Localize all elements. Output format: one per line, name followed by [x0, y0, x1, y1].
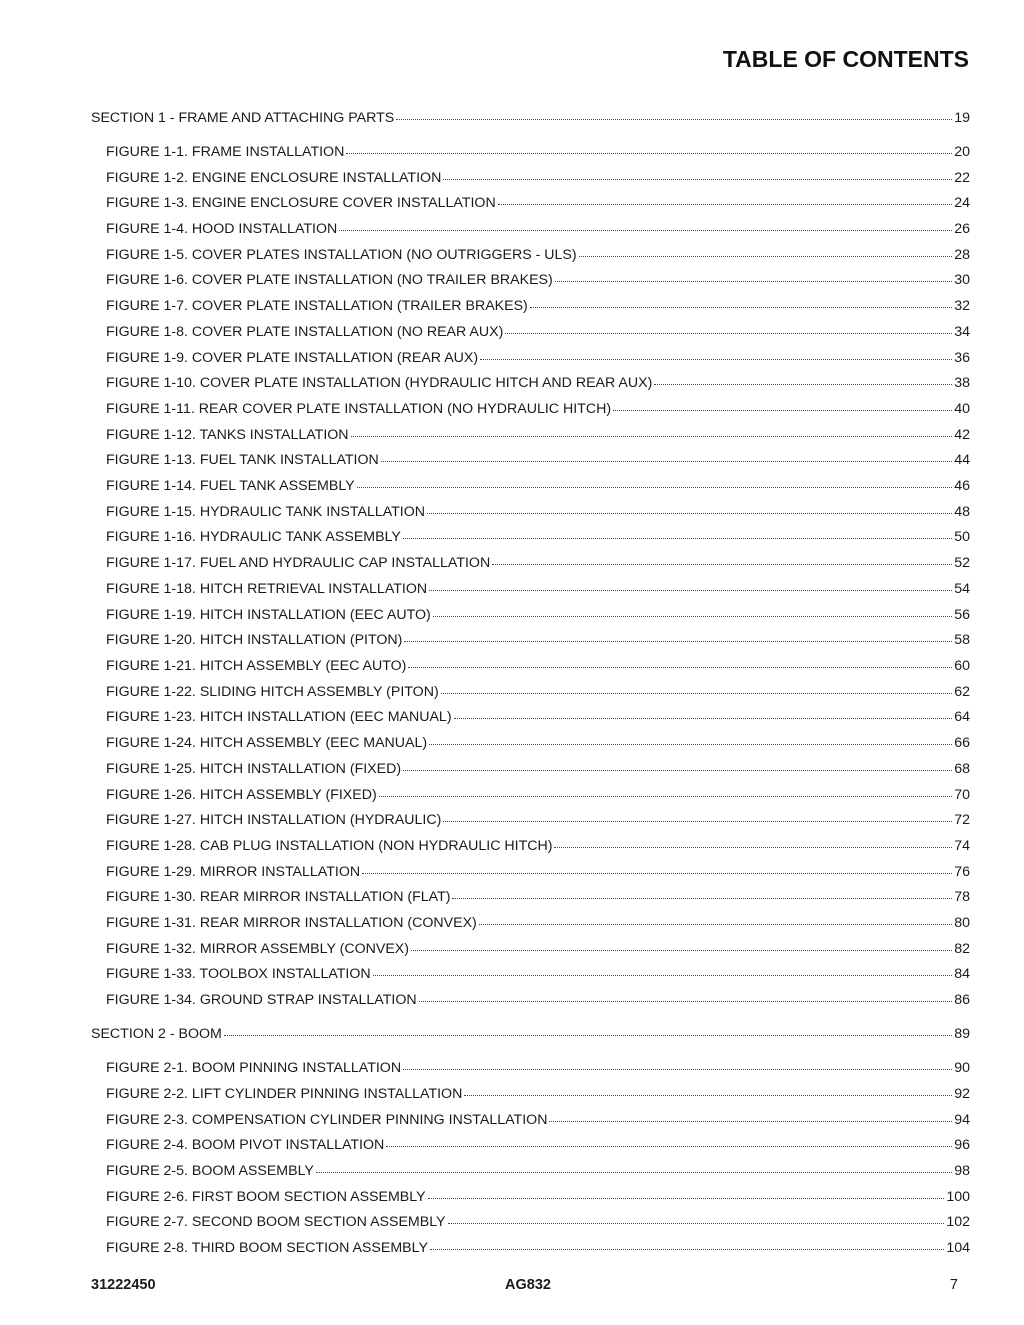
dot-leader — [448, 1212, 945, 1226]
toc-entry-label: SECTION 1 - FRAME AND ATTACHING PARTS — [91, 110, 395, 126]
toc-entry-page: 34 — [954, 324, 970, 340]
toc-figure-entry[interactable] — [106, 219, 970, 238]
toc-entry-page: 76 — [954, 864, 970, 880]
dot-leader — [429, 733, 952, 747]
toc-figure-entry[interactable] — [106, 1161, 970, 1180]
toc-entry-page: 102 — [946, 1214, 970, 1230]
toc-entry-label: FIGURE 1-5. COVER PLATES INSTALLATION (NO OUTRIGGERS - ULS) — [106, 247, 577, 263]
toc-figure-entry[interactable] — [106, 1135, 970, 1154]
toc-entry-page: 78 — [954, 889, 970, 905]
dot-leader — [480, 348, 952, 362]
toc-entry-label: FIGURE 1-3. ENGINE ENCLOSURE COVER INSTALLATION — [106, 195, 496, 211]
toc-entry-page: 56 — [954, 607, 970, 623]
toc-entry-page: 74 — [954, 838, 970, 854]
toc-figure-entry[interactable] — [106, 605, 970, 624]
toc-entry-page: 46 — [954, 478, 970, 494]
dot-leader — [316, 1161, 952, 1175]
toc-figure-entry[interactable] — [106, 373, 970, 392]
toc-entry-label: FIGURE 2-4. BOOM PIVOT INSTALLATION — [106, 1137, 385, 1153]
toc-figure-entry[interactable] — [106, 785, 970, 804]
toc-figure-entry[interactable] — [106, 964, 970, 983]
footer-page-number: 7 — [949, 1277, 958, 1293]
dot-leader — [555, 270, 952, 284]
toc-entry-page: 50 — [954, 529, 970, 545]
toc-entry-page: 32 — [954, 298, 970, 314]
dot-leader — [554, 836, 952, 850]
dot-leader — [443, 168, 952, 182]
dot-leader — [411, 939, 952, 953]
dot-leader — [443, 810, 952, 824]
dot-leader — [386, 1135, 952, 1149]
toc-figure-entry[interactable] — [106, 1058, 970, 1077]
toc-entry-label: FIGURE 1-26. HITCH ASSEMBLY (FIXED) — [106, 787, 377, 803]
toc-entry-label: FIGURE 1-21. HITCH ASSEMBLY (EEC AUTO) — [106, 658, 407, 674]
toc-figure-entry[interactable] — [106, 425, 970, 444]
toc-entry-page: 54 — [954, 581, 970, 597]
toc-entry-page: 52 — [954, 555, 970, 571]
dot-leader — [381, 450, 952, 464]
toc-entry-label: FIGURE 1-34. GROUND STRAP INSTALLATION — [106, 992, 417, 1008]
toc-figure-entry[interactable] — [106, 193, 970, 212]
toc-entry-page: 90 — [954, 1060, 970, 1076]
dot-leader — [403, 527, 952, 541]
toc-entry-page: 36 — [954, 350, 970, 366]
toc-entry-label: FIGURE 1-10. COVER PLATE INSTALLATION (HYDRAULIC HITCH AND REAR AUX) — [106, 375, 653, 391]
toc-entry-page: 94 — [954, 1112, 970, 1128]
toc-entry-label: FIGURE 1-2. ENGINE ENCLOSURE INSTALLATION — [106, 170, 442, 186]
toc-entry-label: FIGURE 2-5. BOOM ASSEMBLY — [106, 1163, 314, 1179]
toc-entry-label: FIGURE 1-17. FUEL AND HYDRAULIC CAP INSTALLATION — [106, 555, 491, 571]
toc-entry-page: 19 — [954, 110, 970, 126]
toc-entry-page: 70 — [954, 787, 970, 803]
toc-entry-label: FIGURE 1-15. HYDRAULIC TANK INSTALLATION — [106, 504, 426, 520]
toc-entry-label: SECTION 2 - BOOM — [91, 1026, 222, 1042]
toc-entry-label: FIGURE 1-24. HITCH ASSEMBLY (EEC MANUAL) — [106, 735, 428, 751]
toc-entry-page: 89 — [954, 1026, 970, 1042]
toc-entry-label: FIGURE 2-8. THIRD BOOM SECTION ASSEMBLY — [106, 1240, 428, 1256]
toc-entry-page: 44 — [954, 452, 970, 468]
toc-figure-entry[interactable] — [106, 1187, 970, 1206]
dot-leader — [408, 656, 952, 670]
toc-entry-label: FIGURE 1-18. HITCH RETRIEVAL INSTALLATION — [106, 581, 428, 597]
toc-figure-entry[interactable] — [106, 476, 970, 495]
dot-leader — [579, 245, 953, 259]
toc-entry-label: FIGURE 2-2. LIFT CYLINDER PINNING INSTALLATION — [106, 1086, 463, 1102]
toc-entry-label: FIGURE 1-25. HITCH INSTALLATION (FIXED) — [106, 761, 402, 777]
toc-figure-entry[interactable] — [106, 1238, 970, 1257]
toc-entry-label: FIGURE 1-33. TOOLBOX INSTALLATION — [106, 966, 371, 982]
toc-figure-entry[interactable] — [106, 322, 970, 341]
toc-figure-entry[interactable] — [106, 913, 970, 932]
toc-figure-entry[interactable] — [106, 836, 970, 855]
toc-figure-entry[interactable] — [106, 348, 970, 367]
toc-figure-entry[interactable] — [106, 990, 970, 1009]
toc-figure-entry[interactable] — [106, 527, 970, 546]
toc-figure-entry[interactable] — [106, 939, 970, 958]
toc-figure-entry[interactable] — [106, 142, 970, 161]
toc-entry-page: 22 — [954, 170, 970, 186]
toc-entry-page: 38 — [954, 375, 970, 391]
toc-entry-page: 92 — [954, 1086, 970, 1102]
toc-entry-page: 104 — [946, 1240, 970, 1256]
toc-entry-page: 48 — [954, 504, 970, 520]
toc-section-entry[interactable] — [91, 108, 970, 127]
dot-leader — [454, 707, 953, 721]
toc-entry-page: 58 — [954, 632, 970, 648]
toc-figure-entry[interactable] — [106, 759, 970, 778]
toc-entry-label: FIGURE 1-28. CAB PLUG INSTALLATION (NON HYDRAULIC HITCH) — [106, 838, 553, 854]
dot-leader — [433, 605, 952, 619]
dot-leader — [396, 108, 952, 122]
dot-leader — [357, 476, 953, 490]
dot-leader — [362, 862, 952, 876]
dot-leader — [549, 1110, 952, 1124]
toc-figure-entry[interactable] — [106, 168, 970, 187]
toc-entry-label: FIGURE 1-1. FRAME INSTALLATION — [106, 144, 345, 160]
toc-entry-label: FIGURE 1-23. HITCH INSTALLATION (EEC MANUAL) — [106, 709, 452, 725]
toc-entry-page: 40 — [954, 401, 970, 417]
toc-figure-entry[interactable] — [106, 707, 970, 726]
toc-figure-entry[interactable] — [106, 553, 970, 572]
toc-entry-label: FIGURE 1-4. HOOD INSTALLATION — [106, 221, 338, 237]
dot-leader — [479, 913, 952, 927]
dot-leader — [654, 373, 952, 387]
toc-entry-page: 26 — [954, 221, 970, 237]
dot-leader — [452, 887, 952, 901]
dot-leader — [441, 682, 953, 696]
dot-leader — [404, 630, 952, 644]
toc-entry-page: 82 — [954, 941, 970, 957]
toc-figure-entry[interactable] — [106, 399, 970, 418]
dot-leader — [464, 1084, 952, 1098]
toc-entry-label: FIGURE 1-31. REAR MIRROR INSTALLATION (CONVEX) — [106, 915, 477, 931]
toc-entry-label: FIGURE 1-9. COVER PLATE INSTALLATION (REAR AUX) — [106, 350, 479, 366]
dot-leader — [346, 142, 952, 156]
toc-entry-page: 64 — [954, 709, 970, 725]
toc-entry-label: FIGURE 1-19. HITCH INSTALLATION (EEC AUTO) — [106, 607, 431, 623]
dot-leader — [339, 219, 952, 233]
toc-entry-label: FIGURE 1-11. REAR COVER PLATE INSTALLATION (NO HYDRAULIC HITCH) — [106, 401, 612, 417]
toc-entry-page: 84 — [954, 966, 970, 982]
dot-leader — [351, 425, 953, 439]
toc-entry-page: 62 — [954, 684, 970, 700]
toc-entry-label: FIGURE 1-32. MIRROR ASSEMBLY (CONVEX) — [106, 941, 409, 957]
dot-leader — [498, 193, 953, 207]
toc-entry-page: 86 — [954, 992, 970, 1008]
toc-entry-label: FIGURE 1-6. COVER PLATE INSTALLATION (NO TRAILER BRAKES) — [106, 272, 553, 288]
toc-entry-label: FIGURE 1-13. FUEL TANK INSTALLATION — [106, 452, 379, 468]
toc-entry-label: FIGURE 2-1. BOOM PINNING INSTALLATION — [106, 1060, 402, 1076]
toc-figure-entry[interactable] — [106, 682, 970, 701]
toc-figure-entry[interactable] — [106, 579, 970, 598]
toc-entry-page: 80 — [954, 915, 970, 931]
toc-figure-entry[interactable] — [106, 1084, 970, 1103]
dot-leader — [224, 1024, 952, 1038]
toc-entry-label: FIGURE 2-7. SECOND BOOM SECTION ASSEMBLY — [106, 1214, 446, 1230]
toc-entry-label: FIGURE 1-27. HITCH INSTALLATION (HYDRAULIC) — [106, 812, 442, 828]
toc-entry-label: FIGURE 1-30. REAR MIRROR INSTALLATION (FLAT) — [106, 889, 451, 905]
toc-entry-page: 28 — [954, 247, 970, 263]
toc-entry-label: FIGURE 2-3. COMPENSATION CYLINDER PINNING INSTALLATION — [106, 1112, 548, 1128]
footer-doc-number: 31222450 — [91, 1277, 156, 1293]
toc-figure-entry[interactable] — [106, 733, 970, 752]
toc-entry-label: FIGURE 1-29. MIRROR INSTALLATION — [106, 864, 361, 880]
footer-model: AG832 — [505, 1277, 551, 1293]
toc-entry-label: FIGURE 1-7. COVER PLATE INSTALLATION (TRAILER BRAKES) — [106, 298, 528, 314]
dot-leader — [430, 1238, 944, 1252]
dot-leader — [613, 399, 952, 413]
toc-entry-page: 100 — [946, 1189, 970, 1205]
dot-leader — [419, 990, 953, 1004]
toc-figure-entry[interactable] — [106, 1110, 970, 1129]
dot-leader — [428, 1187, 945, 1201]
dot-leader — [492, 553, 952, 567]
toc-figure-entry[interactable] — [106, 656, 970, 675]
toc-entry-page: 24 — [954, 195, 970, 211]
dot-leader — [403, 759, 952, 773]
toc-entry-page: 66 — [954, 735, 970, 751]
toc-entry-page: 42 — [954, 427, 970, 443]
dot-leader — [429, 579, 952, 593]
toc-entry-page: 96 — [954, 1137, 970, 1153]
toc-entry-page: 98 — [954, 1163, 970, 1179]
toc-entry-page: 30 — [954, 272, 970, 288]
toc-entry-label: FIGURE 1-14. FUEL TANK ASSEMBLY — [106, 478, 355, 494]
toc-entry-page: 68 — [954, 761, 970, 777]
dot-leader — [403, 1058, 952, 1072]
toc-figure-entry[interactable] — [106, 862, 970, 881]
dot-leader — [505, 322, 952, 336]
toc-figure-entry[interactable] — [106, 270, 970, 289]
toc-section-entry[interactable] — [91, 1024, 970, 1043]
dot-leader — [379, 785, 953, 799]
toc-entry-label: FIGURE 2-6. FIRST BOOM SECTION ASSEMBLY — [106, 1189, 426, 1205]
toc-entry-label: FIGURE 1-12. TANKS INSTALLATION — [106, 427, 349, 443]
dot-leader — [373, 964, 953, 978]
toc-entry-label: FIGURE 1-8. COVER PLATE INSTALLATION (NO REAR AUX) — [106, 324, 504, 340]
toc-figure-entry[interactable] — [106, 630, 970, 649]
toc-entry-page: 20 — [954, 144, 970, 160]
toc-figure-entry[interactable] — [106, 887, 970, 906]
toc-figure-entry[interactable] — [106, 245, 970, 264]
toc-figure-entry[interactable] — [106, 502, 970, 521]
toc-entry-label: FIGURE 1-16. HYDRAULIC TANK ASSEMBLY — [106, 529, 401, 545]
toc-entry-page: 60 — [954, 658, 970, 674]
page-title: TABLE OF CONTENTS — [722, 46, 969, 72]
dot-leader — [530, 296, 952, 310]
toc-entry-page: 72 — [954, 812, 970, 828]
toc-figure-entry[interactable] — [106, 450, 970, 469]
dot-leader — [427, 502, 952, 516]
toc-entry-label: FIGURE 1-20. HITCH INSTALLATION (PITON) — [106, 632, 403, 648]
toc-entry-label: FIGURE 1-22. SLIDING HITCH ASSEMBLY (PITON) — [106, 684, 439, 700]
toc-figure-entry[interactable] — [106, 810, 970, 829]
toc-figure-entry[interactable] — [106, 1212, 970, 1231]
toc-figure-entry[interactable] — [106, 296, 970, 315]
